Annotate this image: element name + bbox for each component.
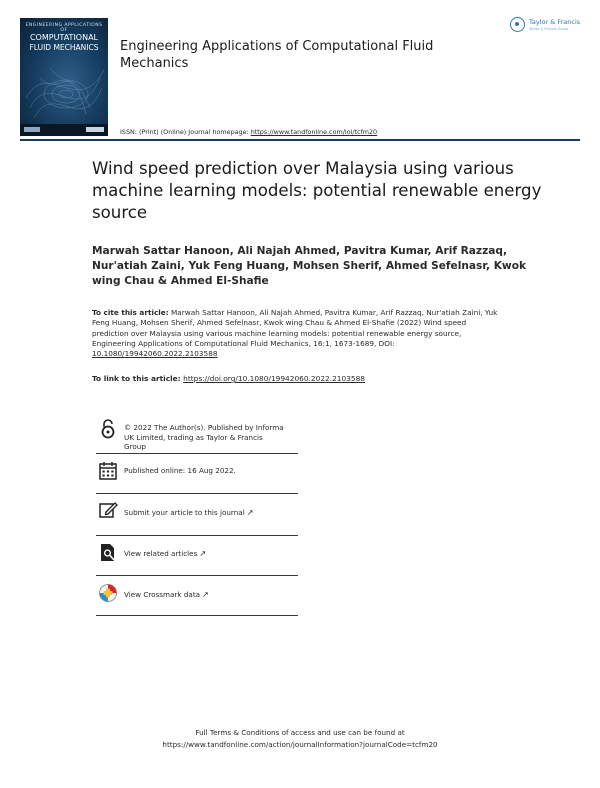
citation-text: Marwah Sattar Hanoon, Ali Najah Ahmed, Pavitra Kumar, Arif Razzaq, Nur'atiah Zaini, Yuk Feng Huang, Mohsen Sherif, Ahmed Sefelnasr, Kwok wing Chau & Ahmed El-Shafie (2022) Wind speed prediction over Malaysia using various machine learning models: potential renewable energy source, Engineering Applications of Computational Fluid Mechanics, 16:1, 1673-1689, DOI: <box>92 308 498 348</box>
article-doi-url[interactable]: https://doi.org/10.1080/19942060.2022.2103588 <box>183 374 365 383</box>
edit-icon <box>98 500 118 520</box>
journal-cover-image <box>20 18 108 136</box>
info-divider <box>96 615 298 616</box>
footer-terms-line: Full Terms & Conditions of access and use can be found at <box>195 728 405 737</box>
article-authors: Marwah Sattar Hanoon, Ali Najah Ahmed, Pavitra Kumar, Arif Razzaq, Nur'atiah Zaini, Yuk Feng Huang, Mohsen Sherif, Ahmed Sefelnasr, Kwok wing Chau & Ahmed El-Shafie <box>92 245 527 287</box>
citation-label: To cite this article: <box>92 308 169 317</box>
info-divider <box>96 493 298 494</box>
submit-article-link[interactable] <box>124 508 253 518</box>
publisher-logo[interactable] <box>510 16 590 36</box>
related-articles-text: View related articles <box>124 549 198 558</box>
footer-terms <box>100 727 500 750</box>
info-divider <box>96 453 298 454</box>
article-link-line <box>92 374 512 383</box>
header-divider <box>20 139 580 141</box>
external-link-icon: ↗ <box>202 590 209 599</box>
publisher-tagline: Taylor & Francis Group <box>529 27 569 31</box>
publisher-name: Taylor & Francis <box>529 18 581 26</box>
link-label: To link to this article: <box>92 374 184 383</box>
doi-link[interactable]: 10.1080/19942060.2022.2103588 <box>92 349 218 359</box>
issn-homepage-line <box>120 128 377 136</box>
external-link-icon: ↗ <box>199 549 207 558</box>
crossmark-text: View Crossmark data <box>124 590 201 599</box>
submit-article-text: Submit your article to this journal <box>124 508 245 517</box>
cover-footer-band <box>20 124 108 136</box>
license-line-3: Group <box>124 442 146 452</box>
journal-name: Engineering Applications of Computational Fluid Mechanics <box>120 39 434 71</box>
license-line-2: UK Limited, trading as Taylor & Francis <box>124 432 263 442</box>
info-divider <box>96 575 298 576</box>
info-divider <box>96 535 298 536</box>
article-title: Wind speed prediction over Malaysia using various machine learning models: potential renewable energy source <box>92 159 542 222</box>
cover-publisher-mark <box>24 127 40 132</box>
tf-logo-icon <box>510 17 525 32</box>
crossmark-icon <box>98 583 118 603</box>
published-date: Published online: 16 Aug 2022. <box>124 466 236 475</box>
license-line-1: © 2022 The Author(s). Published by Informa <box>124 423 284 432</box>
cover-title-line1: COMPUTATIONAL <box>29 33 99 42</box>
citation-block <box>92 308 502 359</box>
cover-series-label: ENGINEERING APPLICATIONS OF <box>25 23 103 33</box>
cover-title-line2: FLUID MECHANICS <box>29 43 99 52</box>
footer-terms-url[interactable]: https://www.tandfonline.com/action/journalInformation?journalCode=tcfm20 <box>162 739 438 749</box>
open-access-lock-icon <box>98 418 118 438</box>
issn-label: ISSN: (Print) (Online) Journal homepage: <box>120 128 251 136</box>
crossmark-link[interactable] <box>124 590 209 600</box>
search-document-icon <box>98 542 118 562</box>
journal-homepage-link[interactable]: https://www.tandfonline.com/loi/tcfm20 <box>250 128 378 136</box>
license-text <box>124 423 284 452</box>
calendar-icon <box>98 461 118 481</box>
cover-tf-mark <box>86 127 104 132</box>
external-link-icon: ↗ <box>246 508 254 517</box>
related-articles-link[interactable] <box>124 549 206 559</box>
